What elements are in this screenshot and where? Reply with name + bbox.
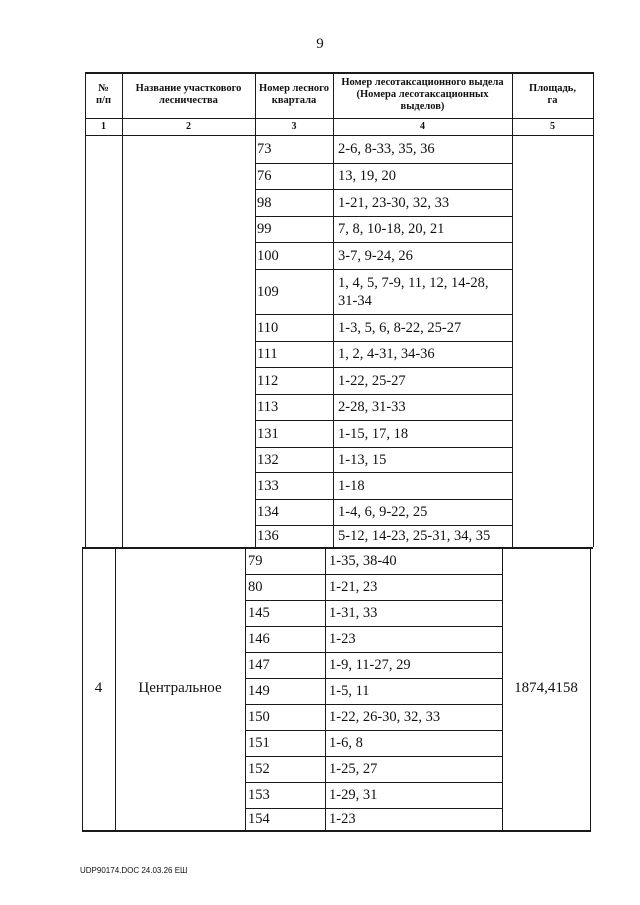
quarter-number-cell: 149	[248, 683, 270, 699]
section-numbers-cell: 1-6, 8	[329, 735, 363, 751]
quarter-number-cell: 131	[257, 425, 279, 442]
section-numbers-cell: 1, 4, 5, 7-9, 11, 12, 14-28, 31-34	[338, 274, 489, 309]
forestry-area: 1874,4158	[514, 680, 578, 696]
column-number-5: 5	[550, 121, 555, 132]
section-numbers-cell: 1, 2, 4-31, 34-36	[338, 346, 435, 362]
forestry-name: Центральное	[138, 680, 222, 696]
quarter-number-cell: 134	[257, 504, 279, 520]
section-numbers-cell: 1-3, 5, 6, 8-22, 25-27	[338, 319, 462, 336]
quarter-number-cell: 73	[257, 141, 272, 157]
section-numbers-cell: 1-35, 38-40	[329, 552, 397, 569]
row-divider	[255, 472, 512, 473]
row-divider	[245, 626, 502, 627]
quarter-number-cell: 151	[248, 735, 270, 751]
column-divider	[333, 72, 334, 547]
quarter-number-cell: 146	[248, 631, 270, 647]
column-number-4: 4	[420, 121, 425, 132]
section-numbers-cell: 1-13, 15	[338, 451, 387, 468]
quarter-number-cell: 147	[248, 657, 270, 673]
forestry-row-number: 4	[94, 680, 103, 696]
header-col-section: Номер лесотаксационного выдела (Номера лесотаксационных выделов)	[341, 77, 504, 112]
quarter-number-cell: 100	[257, 247, 279, 264]
row-divider	[245, 600, 502, 601]
quarter-number-cell: 150	[248, 709, 270, 725]
column-divider	[122, 72, 123, 547]
row-divider	[245, 574, 502, 575]
section-numbers-cell: 1-21, 23	[329, 579, 378, 595]
table-top-border	[85, 72, 594, 74]
section-numbers-cell: 3-7, 9-24, 26	[338, 247, 413, 264]
column-divider	[593, 72, 594, 547]
row-divider	[245, 704, 502, 705]
row-divider	[245, 652, 502, 653]
row-divider	[255, 341, 512, 342]
row-divider	[255, 367, 512, 368]
column-number-2: 2	[186, 121, 191, 132]
column-divider	[325, 547, 326, 830]
header-col-area: Площадь, га	[529, 83, 576, 106]
row-divider	[245, 782, 502, 783]
row-divider	[255, 163, 512, 164]
row-divider	[255, 314, 512, 315]
column-divider	[115, 547, 116, 830]
row-divider	[255, 269, 512, 270]
quarter-number-cell: 145	[248, 605, 270, 621]
colnum-bottom-line	[85, 135, 594, 136]
section-numbers-cell: 1-31, 33	[329, 605, 378, 621]
column-divider	[82, 547, 83, 830]
section-numbers-cell: 1-4, 6, 9-22, 25	[338, 504, 428, 520]
section-numbers-cell: 7, 8, 10-18, 20, 21	[338, 221, 445, 237]
column-divider	[255, 72, 256, 547]
section-numbers-cell: 1-22, 26-30, 32, 33	[329, 709, 441, 725]
section-numbers-cell: 1-9, 11-27, 29	[329, 657, 411, 673]
section-numbers-cell: 2-28, 31-33	[338, 399, 406, 415]
quarter-number-cell: 153	[248, 787, 270, 803]
quarter-number-cell: 112	[257, 372, 279, 389]
row-divider	[255, 499, 512, 500]
column-number-3: 3	[291, 121, 297, 132]
section-numbers-cell: 1-22, 25-27	[338, 372, 406, 389]
quarter-number-cell: 109	[257, 283, 279, 300]
column-divider	[502, 547, 503, 830]
quarter-number-cell: 99	[257, 221, 272, 237]
section-numbers-cell: 1-29, 31	[329, 787, 378, 803]
row-divider	[255, 189, 512, 190]
row-divider	[255, 394, 512, 395]
row-divider	[255, 525, 512, 526]
quarter-number-cell: 154	[248, 811, 270, 827]
section-numbers-cell: 1-5, 11	[329, 683, 370, 699]
section-numbers-cell: 2-6, 8-33, 35, 36	[338, 141, 435, 157]
quarter-number-cell: 152	[248, 761, 270, 777]
row-divider	[245, 756, 502, 757]
quarter-number-cell: 79	[248, 552, 263, 569]
section-numbers-cell: 1-23	[329, 811, 356, 827]
row-divider	[255, 216, 512, 217]
section-numbers-cell: 5-12, 14-23, 25-31, 34, 35	[338, 528, 491, 544]
header-bottom-line	[85, 118, 594, 119]
quarter-number-cell: 80	[248, 579, 263, 595]
row-divider	[255, 420, 512, 421]
section-numbers-cell: 1-25, 27	[329, 761, 378, 777]
quarter-number-cell: 113	[257, 399, 279, 415]
column-divider	[590, 547, 591, 830]
column-divider	[245, 547, 246, 830]
section-numbers-cell: 1-23	[329, 631, 356, 647]
section-numbers-cell: 1-21, 23-30, 32, 33	[338, 194, 450, 211]
row-divider	[245, 678, 502, 679]
row-divider	[255, 447, 512, 448]
page-number: 9	[316, 36, 324, 52]
quarter-number-cell: 76	[257, 168, 272, 184]
column-divider	[85, 72, 86, 547]
column-number-1: 1	[101, 121, 106, 132]
quarter-number-cell: 110	[257, 319, 279, 336]
quarter-number-cell: 136	[257, 528, 279, 544]
section-numbers-cell: 1-15, 17, 18	[338, 425, 409, 442]
quarter-number-cell: 133	[257, 477, 279, 494]
column-divider	[512, 72, 513, 547]
quarter-number-cell: 111	[257, 346, 278, 362]
section-numbers-cell: 1-18	[338, 477, 365, 494]
section-numbers-cell: 13, 19, 20	[338, 168, 396, 184]
table-bottom-border	[82, 830, 591, 832]
row-divider	[245, 808, 502, 809]
quarter-number-cell: 98	[257, 194, 272, 211]
block-divider-line	[82, 547, 593, 549]
footer-file-id: UDP90174.DOC 24.03.26 ЕШ	[80, 866, 188, 875]
header-col-quarter: Номер лесного квартала	[259, 83, 329, 106]
row-divider	[245, 730, 502, 731]
header-col-number: № п/п	[95, 83, 112, 106]
row-divider	[255, 242, 512, 243]
header-col-forestry-name: Название участкового лесничества	[135, 83, 242, 106]
quarter-number-cell: 132	[257, 451, 279, 468]
